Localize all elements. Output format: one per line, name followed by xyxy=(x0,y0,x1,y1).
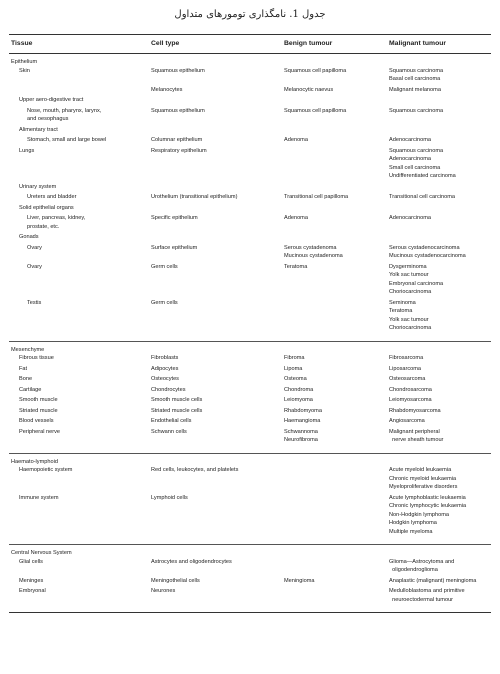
cell-benign: Serous cystadenoma Mucinous cystadenoma xyxy=(284,244,343,259)
cell-benign: Teratoma xyxy=(284,263,308,270)
table-bottom-rule xyxy=(9,612,491,613)
cell-tissue: Gonads xyxy=(19,234,39,240)
cell-tissue: Mesenchyme xyxy=(11,346,45,353)
table-row xyxy=(9,204,491,215)
cell-malignant: Acute myeloid leukaemia Chronic myeloid leukaemia Myeloproliferative disorders xyxy=(389,467,458,490)
table-row xyxy=(9,365,491,376)
cell-tissue: Fat xyxy=(19,365,28,372)
table-row xyxy=(9,375,491,386)
cell-tissue: Striated muscle xyxy=(19,407,58,414)
cell-benign: Melanocytic naevus xyxy=(284,86,334,93)
cell-tissue: Immune system xyxy=(19,494,59,501)
cell-malignant: Fibrosarcoma xyxy=(389,355,424,361)
cell-tissue: Peripheral nerve xyxy=(19,428,61,435)
header-benign: Benign tumour xyxy=(284,40,333,47)
cell-type: Columnar epithelium xyxy=(151,137,203,143)
cell-type: Astrocytes and oligodendrocytes xyxy=(151,558,232,565)
cell-tissue: Bone xyxy=(19,376,33,382)
table-row xyxy=(9,244,491,263)
cell-tissue: Alimentary tract xyxy=(19,126,58,133)
cell-malignant: Adenocarcinoma xyxy=(389,137,431,143)
cell-type: Fibroblasts xyxy=(151,355,179,361)
header-tissue: Tissue xyxy=(11,40,33,47)
cell-malignant: Angiosarcoma xyxy=(389,418,425,424)
cell-tissue: Embryonal xyxy=(19,588,46,594)
cell-malignant: Squamous carcinoma xyxy=(389,107,444,114)
table-section xyxy=(9,453,491,545)
table-row xyxy=(9,549,491,558)
cell-malignant: Adenocarcinoma xyxy=(389,215,431,221)
cell-benign: Rhabdomyoma xyxy=(284,407,322,414)
cell-type: Lymphoid cells xyxy=(151,494,188,501)
table-row xyxy=(9,126,491,137)
cell-malignant: Rhabdomyosarcoma xyxy=(389,407,441,414)
tumour-table xyxy=(9,34,491,613)
cell-malignant: Seminoma Teratoma Yolk sac tumour Choriocarcinoma xyxy=(389,299,432,331)
cell-benign: Osteoma xyxy=(284,376,307,382)
cell-tissue: Testis xyxy=(27,299,42,306)
table-row xyxy=(9,494,491,539)
table-section xyxy=(9,341,491,453)
cell-type: Adipocytes xyxy=(151,365,179,372)
table-row xyxy=(9,233,491,244)
cell-tissue: Liver, pancreas, kidney, prostate, etc. xyxy=(27,215,86,230)
cell-malignant: Glioma—Astrocytoma and oligodendroglioma xyxy=(389,558,455,573)
cell-tissue: Smooth muscle xyxy=(19,397,58,403)
cell-type: Neurones xyxy=(151,588,176,594)
cell-type: Urothelium (transitional epithelium) xyxy=(151,194,238,200)
table-caption: جدول 1. نامگذاری تومورهای متداول xyxy=(174,9,326,20)
cell-benign: Chondroma xyxy=(284,386,314,393)
cell-type: Schwann cells xyxy=(151,428,187,435)
cell-tissue: Urinary system xyxy=(19,183,57,190)
cell-tissue: Ovary xyxy=(27,244,42,251)
cell-tissue: Haemato-lymphoid xyxy=(11,458,58,465)
table-row xyxy=(9,354,491,365)
cell-tissue: Ovary xyxy=(27,263,42,270)
table-row xyxy=(9,67,491,86)
table-row xyxy=(9,107,491,126)
cell-type: Endothelial cells xyxy=(151,418,192,424)
table-section xyxy=(9,544,491,612)
cell-tissue: Solid epithelial organs xyxy=(19,204,74,211)
table-row xyxy=(9,58,491,67)
table-row xyxy=(9,136,491,147)
cell-benign: Adenoma xyxy=(284,137,308,143)
table-row xyxy=(9,466,491,494)
cell-type: Specific epithelium xyxy=(151,215,198,221)
cell-malignant: Malignant melanoma xyxy=(389,86,441,93)
cell-malignant: Malignant peripheral nerve sheath tumour xyxy=(389,428,444,443)
cell-type: Red cells, leukocytes, and platelets xyxy=(151,467,239,473)
cell-benign: Squamous cell papilloma xyxy=(284,67,347,74)
cell-malignant: Transitional cell carcinoma xyxy=(389,194,456,200)
cell-tissue: Glial cells xyxy=(19,558,43,565)
cell-benign: Squamous cell papilloma xyxy=(284,107,347,114)
cell-type: Meningothelial cells xyxy=(151,577,200,584)
cell-benign: Adenoma xyxy=(284,215,308,221)
table-row xyxy=(9,183,491,194)
table-row xyxy=(9,417,491,428)
cell-malignant: Chondrosarcoma xyxy=(389,386,432,393)
cell-type: Striated muscle cells xyxy=(151,407,203,414)
table-row xyxy=(9,299,491,335)
cell-benign: Transitional cell papilloma xyxy=(284,194,349,200)
cell-malignant: Squamous carcinoma Basal cell carcinoma xyxy=(389,67,444,82)
cell-malignant: Acute lymphoblastic leukaemia Chronic lymphocytic leukaemia Non-Hodgkin lymphoma Hodgkin lymphoma Multiple myeloma xyxy=(389,494,467,535)
cell-malignant: Medulloblastoma and primitive neuroectodermal tumour xyxy=(389,588,465,603)
table-section xyxy=(9,54,491,341)
table-row xyxy=(9,214,491,233)
header-malignant: Malignant tumour xyxy=(389,40,447,47)
cell-tissue: Lungs xyxy=(19,147,35,154)
table-row xyxy=(9,346,491,355)
cell-tissue: Fibrous tissue xyxy=(19,355,54,361)
table-body xyxy=(9,54,491,612)
cell-tissue: Blood vessels xyxy=(19,418,54,424)
table-header xyxy=(9,34,491,54)
cell-type: Squamous epithelium xyxy=(151,67,205,74)
table-row xyxy=(9,147,491,183)
cell-benign: Schwannoma Neurofibroma xyxy=(284,428,318,443)
cell-tissue: Central Nervous System xyxy=(11,550,72,556)
cell-type: Germ cells xyxy=(151,299,178,306)
cell-type: Chondrocytes xyxy=(151,386,186,393)
table-row xyxy=(9,428,491,447)
cell-tissue: Skin xyxy=(19,67,30,74)
cell-benign: Meningioma xyxy=(284,577,315,584)
cell-tissue: Meninges xyxy=(19,577,44,584)
cell-malignant: Anaplastic (malignant) meningioma xyxy=(389,577,477,584)
table-row xyxy=(9,587,491,606)
cell-type: Surface epithelium xyxy=(151,244,198,251)
table-row xyxy=(9,386,491,397)
cell-benign: Lipoma xyxy=(284,365,303,372)
cell-tissue: Stomach, small and large bowel xyxy=(27,137,107,143)
cell-tissue: Ureters and bladder xyxy=(27,194,77,200)
cell-benign: Leiomyoma xyxy=(284,397,313,403)
table-row xyxy=(9,396,491,407)
table-row xyxy=(9,96,491,107)
cell-type: Smooth muscle cells xyxy=(151,397,203,403)
cell-tissue: Epithelium xyxy=(11,59,38,65)
cell-type: Osteocytes xyxy=(151,376,179,382)
table-row xyxy=(9,407,491,418)
table-row xyxy=(9,193,491,204)
table-row xyxy=(9,458,491,467)
cell-tissue: Cartilage xyxy=(19,386,42,393)
cell-type: Germ cells xyxy=(151,263,178,270)
cell-type: Melanocytes xyxy=(151,86,183,93)
cell-tissue: Nose, mouth, pharynx, larynx, and oesophagus xyxy=(27,107,102,122)
cell-malignant: Squamous carcinoma Adenocarcinoma Small cell carcinoma Undifferentiated carcinoma xyxy=(389,147,456,179)
cell-malignant: Serous cystadenocarcinoma Mucinous cystadenocarcinoma xyxy=(389,244,466,259)
cell-tissue: Upper aero-digestive tract xyxy=(19,97,84,103)
header-cell-type: Cell type xyxy=(151,40,180,47)
table-row xyxy=(9,577,491,588)
cell-type: Squamous epithelium xyxy=(151,107,205,114)
cell-malignant: Liposarcoma xyxy=(389,365,422,372)
cell-tissue: Haemopoietic system xyxy=(19,467,73,473)
table-row xyxy=(9,86,491,97)
table-row xyxy=(9,558,491,577)
cell-malignant: Osteosarcoma xyxy=(389,376,426,382)
cell-benign: Fibroma xyxy=(284,355,305,361)
cell-benign: Haemangioma xyxy=(284,418,321,424)
cell-type: Respiratory epithelium xyxy=(151,147,207,154)
table-row xyxy=(9,263,491,299)
cell-malignant: Leiomyosarcoma xyxy=(389,397,432,403)
cell-malignant: Dysgerminoma Yolk sac tumour Embryonal carcinoma Choriocarcinoma xyxy=(389,263,444,295)
